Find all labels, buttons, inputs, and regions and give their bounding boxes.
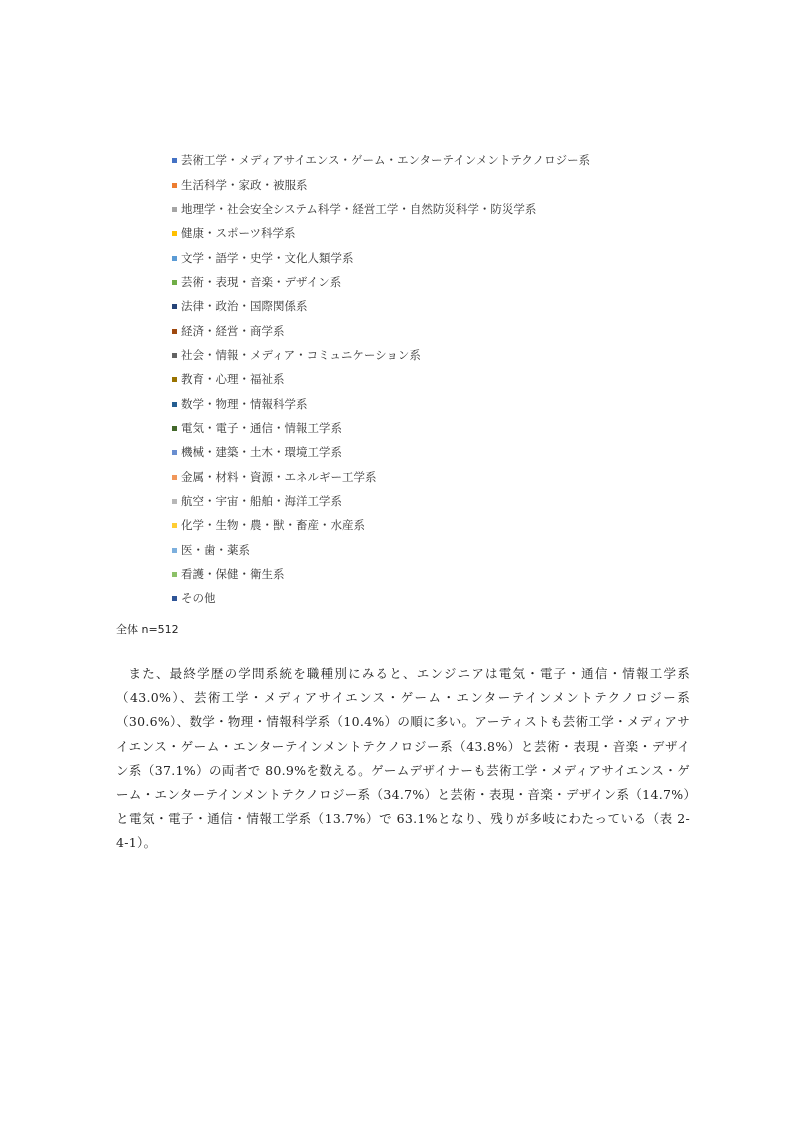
legend-item xyxy=(172,586,590,610)
legend-item xyxy=(172,343,590,367)
legend-swatch xyxy=(172,450,177,455)
legend-item xyxy=(172,245,590,269)
legend-item xyxy=(172,489,590,513)
legend-swatch xyxy=(172,207,177,212)
legend-swatch xyxy=(172,304,177,309)
legend-item xyxy=(172,294,590,318)
legend-item xyxy=(172,318,590,342)
legend-label: 芸術・表現・音楽・デザイン系 xyxy=(181,274,342,289)
legend-label: 健康・スポーツ科学系 xyxy=(181,226,296,241)
legend-item xyxy=(172,464,590,488)
legend-label: 社会・情報・メディア・コミュニケーション系 xyxy=(181,347,421,362)
legend-swatch xyxy=(172,231,177,236)
legend-swatch xyxy=(172,402,177,407)
legend-swatch xyxy=(172,256,177,261)
legend-item xyxy=(172,148,590,172)
legend-label: 金属・材料・資源・エネルギー工学系 xyxy=(181,469,377,484)
chart-legend xyxy=(172,148,590,611)
legend-swatch xyxy=(172,183,177,188)
legend-item xyxy=(172,172,590,196)
legend-swatch xyxy=(172,548,177,553)
legend-swatch xyxy=(172,523,177,528)
legend-label: 電気・電子・通信・情報工学系 xyxy=(181,420,342,435)
legend-item xyxy=(172,270,590,294)
legend-item xyxy=(172,562,590,586)
legend-label: 経済・経営・商学系 xyxy=(181,323,285,338)
legend-item xyxy=(172,416,590,440)
legend-label: 機械・建築・土木・環境工学系 xyxy=(181,445,342,460)
legend-item xyxy=(172,367,590,391)
legend-label: 教育・心理・福祉系 xyxy=(181,372,285,387)
legend-label: 芸術工学・メディアサイエンス・ゲーム・エンターテインメントテクノロジー系 xyxy=(181,153,591,168)
legend-label: 数学・物理・情報科学系 xyxy=(181,396,308,411)
legend-label: 文学・語学・史学・文化人類学系 xyxy=(181,250,354,265)
legend-label: その他 xyxy=(181,591,216,606)
sample-size-label: 全体 n=512 xyxy=(116,623,179,636)
legend-swatch xyxy=(172,353,177,358)
legend-swatch xyxy=(172,377,177,382)
legend-swatch xyxy=(172,158,177,163)
legend-swatch xyxy=(172,475,177,480)
legend-label: 航空・宇宙・船舶・海洋工学系 xyxy=(181,493,342,508)
legend-item xyxy=(172,513,590,537)
legend-swatch xyxy=(172,499,177,504)
legend-label: 生活科学・家政・被服系 xyxy=(181,177,308,192)
legend-swatch xyxy=(172,596,177,601)
legend-label: 化学・生物・農・獣・畜産・水産系 xyxy=(181,518,365,533)
legend-label: 法律・政治・国際関係系 xyxy=(181,299,308,314)
legend-swatch xyxy=(172,329,177,334)
legend-swatch xyxy=(172,572,177,577)
legend-label: 医・歯・薬系 xyxy=(181,542,250,557)
legend-swatch xyxy=(172,280,177,285)
legend-item xyxy=(172,221,590,245)
legend-label: 看護・保健・衛生系 xyxy=(181,567,285,582)
legend-item xyxy=(172,538,590,562)
legend-swatch xyxy=(172,426,177,431)
legend-item xyxy=(172,440,590,464)
body-paragraph: また、最終学歴の学問系統を職種別にみると、エンジニアは電気・電子・通信・情報工学系（43.0%）、芸術工学・メディアサイエンス・ゲーム・エンターテインメントテクノロジー系（30.6%）、数学・物理・情報科学系（10.4%）の順に多い。アーティストも芸術工学・メディアサイエンス・ゲーム・エンターテインメントテクノロジー系（43.8%）と芸術・表現・音楽・デザイン系（37.1%）の両者で 80.9%を数える。ゲームデザイナーも芸術工学・メディアサイエンス・ゲーム・エンターテインメントテクノロジー系（34.7%）と芸術・表現・音楽・デザイン系（14.7%）と電気・電子・通信・情報工学系（13.7%）で 63.1%となり、残りが多岐にわたっている（表 2-4-1）。 xyxy=(116,666,690,851)
legend-label: 地理学・社会安全システム科学・経営工学・自然防災科学・防災学系 xyxy=(181,201,537,216)
legend-item xyxy=(172,391,590,415)
legend-item xyxy=(172,197,590,221)
